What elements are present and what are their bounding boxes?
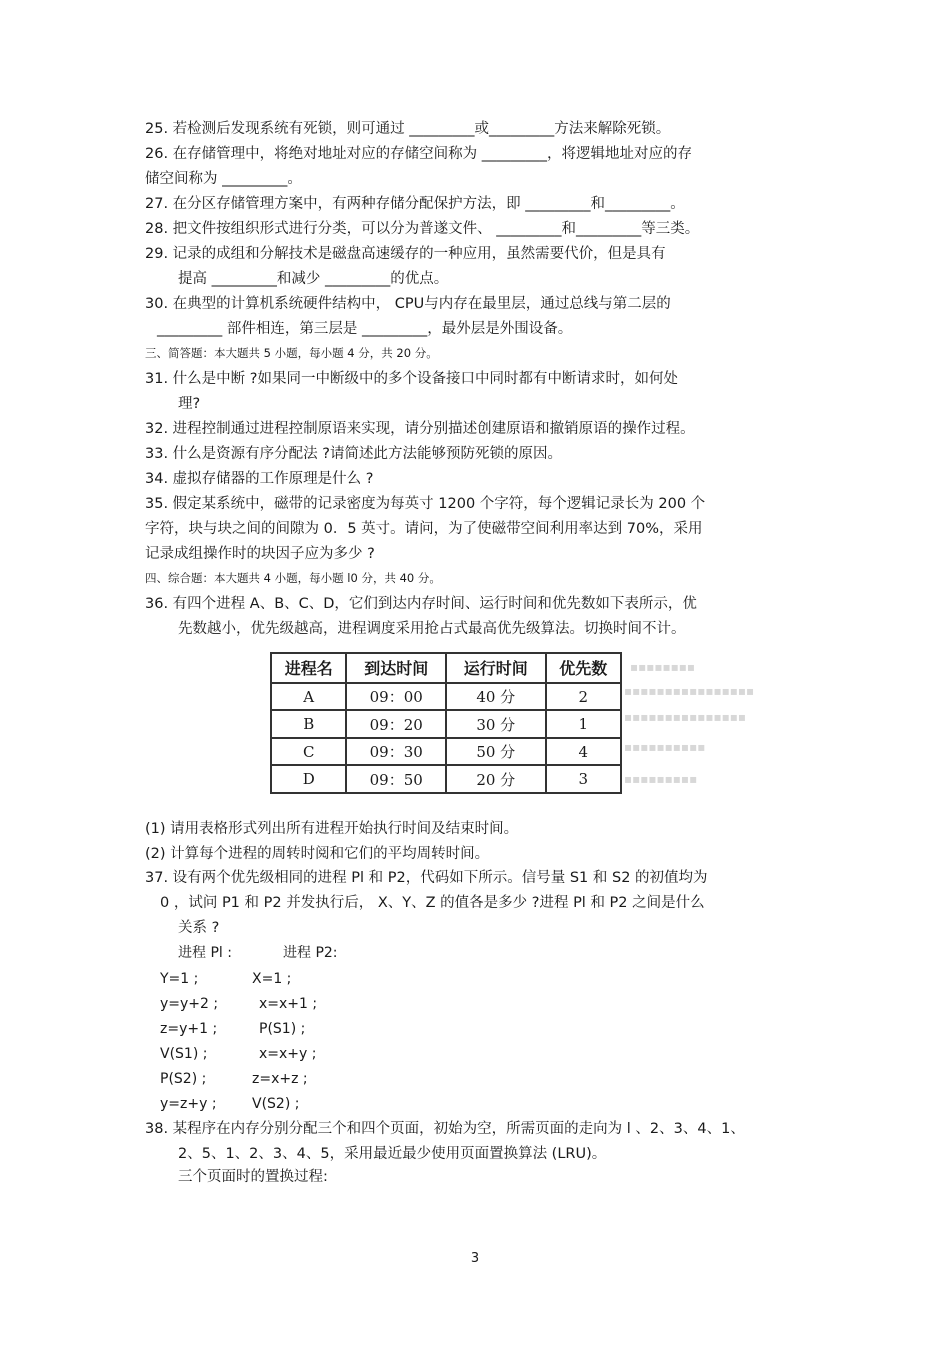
- question-36-line1: 36. 有四个进程 A、B、C、D，它们到达内存时间、运行时间和优先数如下表所示，优: [145, 596, 697, 612]
- table-row: [271, 765, 621, 793]
- table-cell: 20 分: [446, 765, 546, 793]
- bleed-through-text: ▪▪▪▪▪▪▪▪▪▪▪▪▪▪▪: [624, 710, 746, 724]
- table-cell: B: [271, 710, 346, 738]
- table-cell: 4: [546, 738, 621, 766]
- question-37-line2: 0 ，试问 P1 和 P2 并发执行后， X、Y、Z 的值各是多少 ?进程 Pl 和 P2 之间是什么: [160, 895, 705, 911]
- code-line-p2: x=x+y ;: [259, 1046, 317, 1062]
- question-31-line2: 理?: [178, 396, 201, 412]
- table-cell: 09：20: [346, 710, 446, 738]
- page-number: 3: [470, 1251, 480, 1266]
- code-line-p2: z=x+z ;: [252, 1071, 308, 1087]
- question-31-line1: 31. 什么是中断 ?如果同一中断级中的多个设备接口中同时都有中断请求时，如何处: [145, 371, 678, 387]
- table-cell: C: [271, 738, 346, 766]
- question-28: 28. 把文件按组织形式进行分类，可以分为普遂文件、 _________和_________等三类。: [145, 221, 700, 237]
- bleed-through-text: ▪▪▪▪▪▪▪▪▪▪▪▪▪▪▪▪: [624, 684, 755, 698]
- question-35-line1: 35. 假定某系统中，磁带的记录密度为每英寸 1200 个字符，每个逻辑记录长为 200 个: [145, 496, 706, 512]
- question-29-line2: 提高 _________和减少 _________的优点。: [178, 271, 449, 287]
- question-26-line1: 26. 在存储管理中，将绝对地址对应的存储空间称为 _________，将逻辑地址对应的存: [145, 146, 693, 162]
- code-line-p1: V(S1) ;: [160, 1046, 208, 1062]
- table-row: [271, 710, 621, 738]
- table-header-cell: 运行时间: [446, 653, 546, 683]
- question-26-line2: 储空间称为 _________。: [145, 171, 302, 187]
- question-38-line3: 三个页面时的置换过程:: [178, 1169, 328, 1185]
- question-38-line2: 2、5、1、2、3、4、5，采用最近最少使用页面置换算法 (LRU)。: [178, 1146, 607, 1162]
- code-line-p2: X=1 ;: [252, 971, 292, 987]
- code-line-p2: P(S1) ;: [259, 1021, 306, 1037]
- code-line-p2: x=x+1 ;: [259, 996, 318, 1012]
- code-header-p2: 进程 P2:: [283, 945, 338, 961]
- bleed-through-text: ▪▪▪▪▪▪▪▪▪▪: [624, 740, 706, 754]
- code-line-p1: z=y+1 ;: [160, 1021, 218, 1037]
- question-36-part1: (1) 请用表格形式列出所有进程开始执行时间及结束时间。: [145, 821, 519, 837]
- table-cell: D: [271, 765, 346, 793]
- table-header-row: [271, 653, 621, 683]
- table-cell: 3: [546, 765, 621, 793]
- question-35-line2: 字符，块与块之间的间隙为 0．5 英寸。请问，为了使磁带空间利用率达到 70%，采用: [145, 521, 703, 537]
- question-37-line1: 37. 设有两个优先级相同的进程 Pl 和 P2，代码如下所示。信号量 S1 和 S2 的初值均为: [145, 870, 708, 886]
- question-30-line2: _________ 部件相连，第三层是 _________，最外层是外围设备。: [157, 321, 573, 337]
- table-header-cell: 进程名: [271, 653, 346, 683]
- question-37-line3: 关系 ?: [178, 920, 220, 936]
- table-cell: 09：30: [346, 738, 446, 766]
- bleed-through-text: ▪▪▪▪▪▪▪▪: [630, 660, 696, 674]
- question-36-line2: 先数越小，优先级越高，进程调度采用抢占式最高优先级算法。切换时间不计。: [178, 621, 686, 637]
- question-35-line3: 记录成组操作时的块因子应为多少 ?: [145, 546, 375, 562]
- table-header-cell: 到达时间: [346, 653, 446, 683]
- code-line-p1: Y=1 ;: [160, 971, 199, 987]
- bleed-through-text: ▪▪▪▪▪▪▪▪▪: [624, 772, 698, 786]
- section-4-heading: 四、综合题：本大题共 4 小题，每小题 l0 分，共 40 分。: [145, 571, 441, 585]
- code-header-p1: 进程 Pl :: [178, 945, 232, 961]
- table-cell: 2: [546, 683, 621, 711]
- question-29-line1: 29. 记录的成组和分解技术是磁盘高速缓存的一种应用，虽然需要代价，但是具有: [145, 246, 666, 262]
- code-line-p1: P(S2) ;: [160, 1071, 207, 1087]
- table-cell: 1: [546, 710, 621, 738]
- table-row: [271, 683, 621, 711]
- question-36-part2: (2) 计算每个进程的周转时阅和它们的平均周转时间。: [145, 846, 490, 862]
- code-line-p1: y=y+2 ;: [160, 996, 219, 1012]
- process-table: [270, 652, 622, 794]
- question-27: 27. 在分区存储管理方案中，有两种存储分配保护方法，即 _________和_________。: [145, 196, 685, 212]
- table-cell: 50 分: [446, 738, 546, 766]
- table-cell: 09：00: [346, 683, 446, 711]
- question-33: 33. 什么是资源有序分配法 ?请简述此方法能够预防死锁的原因。: [145, 446, 562, 462]
- process-table-image: [270, 652, 622, 794]
- question-30-line1: 30. 在典型的计算机系统硬件结构中， CPU与内存在最里层，通过总线与第二层的: [145, 296, 671, 312]
- code-line-p2: V(S2) ;: [252, 1096, 300, 1112]
- table-row: [271, 738, 621, 766]
- question-25: 25. 若检测后发现系统有死锁，则可通过 _________或_________方法来解除死锁。: [145, 121, 671, 137]
- table-cell: A: [271, 683, 346, 711]
- section-3-heading: 三、简答题：本大题共 5 小题，每小题 4 分，共 20 分。: [145, 346, 438, 360]
- question-32: 32. 进程控制通过进程控制原语来实现，请分别描述创建原语和撤销原语的操作过程。: [145, 421, 695, 437]
- table-cell: 30 分: [446, 710, 546, 738]
- question-38-line1: 38. 某程序在内存分别分配三个和四个页面，初始为空，所需页面的走向为 l 、2、3、4、1、: [145, 1121, 745, 1137]
- table-header-cell: 优先数: [546, 653, 621, 683]
- question-34: 34. 虚拟存储器的工作原理是什么 ?: [145, 471, 374, 487]
- table-cell: 09：50: [346, 765, 446, 793]
- code-line-p1: y=z+y ;: [160, 1096, 217, 1112]
- table-cell: 40 分: [446, 683, 546, 711]
